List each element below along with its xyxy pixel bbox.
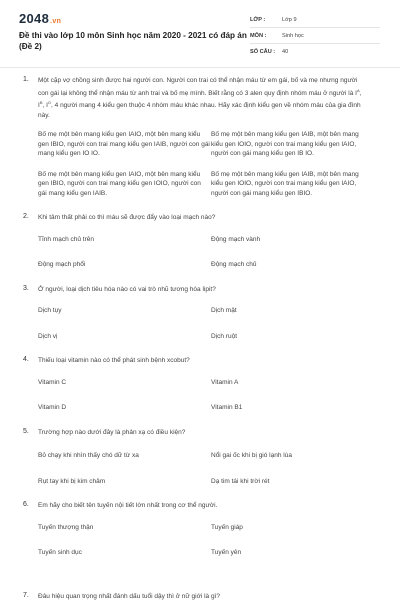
answer-option[interactable]: Dạ tim tái khi trời rét <box>211 477 270 485</box>
question-text-part: , 4 người mang 4 kiểu gen thuộc 4 nhóm máu khác nhau. Hãy xác định kiểu gen về nhóm máu của gia đình này. <box>38 102 361 119</box>
allele-sup: A <box>356 87 360 93</box>
answer-option[interactable]: Động mạch chủ <box>211 261 257 269</box>
question-number: 6. <box>23 501 29 509</box>
answer-option[interactable]: Nổi gai ốc khi bị gió lạnh lùa <box>211 452 292 460</box>
logo-suffix: .vn <box>50 18 62 25</box>
question-number: 1. <box>23 76 29 83</box>
answer-option[interactable]: Bố mẹ một bên mang kiểu gen IAIB, một bên mang kiểu gen IOIO, người con trai mang kiểu gen IAIO, người con gái mang kiểu gen IBIO. <box>211 170 359 197</box>
header-divider <box>0 67 400 68</box>
question-2 <box>0 213 400 270</box>
meta-value: Sinh học <box>282 32 304 39</box>
question-number: 7. <box>23 592 29 599</box>
answer-option[interactable]: Dịch tụy <box>38 307 62 315</box>
question-text <box>38 76 368 120</box>
question-number: 2. <box>23 213 29 221</box>
meta-row-class <box>250 12 380 28</box>
question-7-partial <box>0 592 400 600</box>
answer-option[interactable]: Bỏ chạy khi nhìn thấy chó dữ từ xa <box>38 452 139 460</box>
answer-option[interactable]: Tuyến yên <box>211 549 242 557</box>
question-text: Thiếu loại vitamin nào có thể phát sinh bệnh xcobut? <box>38 357 190 365</box>
answer-option[interactable]: Vitamin C <box>38 378 67 386</box>
meta-label: LỚP : <box>250 16 266 23</box>
question-text-part: , I <box>42 102 48 110</box>
answer-option[interactable]: Tuyến sinh dục <box>38 549 82 557</box>
question-4 <box>0 356 400 413</box>
answer-option[interactable]: Rụt tay khi bị kim châm <box>38 477 106 485</box>
meta-row-question-count <box>250 44 380 59</box>
logo-text: 2048 <box>19 11 50 26</box>
page-header <box>0 0 400 68</box>
question-text: Đâu hiệu quan trọng nhất đánh dấu tuổi dậy thì ở nữ giới là gì? <box>38 593 221 600</box>
exam-meta-table <box>250 12 380 59</box>
answer-options <box>38 451 373 486</box>
meta-value: 40 <box>282 48 289 55</box>
question-text: Trường hợp nào dưới đây là phản xạ có điều kiện? <box>38 428 186 436</box>
meta-label: MÔN : <box>250 32 267 39</box>
answer-options <box>38 235 373 270</box>
answer-options <box>38 378 373 413</box>
answer-option[interactable]: Bố mẹ một bên mang kiểu gen IAIO, một bên mang kiểu gen IBIO, người con trai mang kiểu gen IOIO, người con gái mang kiểu gen IAIB. <box>38 170 201 197</box>
answer-option[interactable]: Động mạch phổi <box>38 261 86 269</box>
question-3 <box>0 285 400 342</box>
answer-option[interactable]: Tuyến thượng thận <box>38 523 94 531</box>
question-text: Khi tâm thất phải co thì máu sẽ được đẩy vào loại mạch nào? <box>38 214 216 222</box>
question-list <box>0 76 400 573</box>
answer-option[interactable]: Dịch ruột <box>211 332 238 340</box>
question-number: 5. <box>23 427 29 435</box>
question-6 <box>0 501 400 558</box>
answer-options <box>38 130 373 198</box>
answer-option[interactable]: Vitamin A <box>211 378 239 386</box>
page-title: Đề thi vào lớp 10 môn Sinh học năm 2020 - 2021 có đáp án (Đề 2) <box>19 31 247 51</box>
answer-option[interactable]: Tuyến giáp <box>211 523 243 531</box>
allele-sup: B <box>39 100 43 106</box>
answer-option[interactable]: Bố mẹ một bên mang kiểu gen IAIO, một bên mang kiểu gen IBIO, người con trai mang kiểu gen IAIB, người con gái mang kiểu gen IO IO. <box>38 131 210 158</box>
site-logo[interactable] <box>19 11 61 26</box>
meta-row-subject <box>250 28 380 44</box>
answer-option[interactable]: Tĩnh mạch chủ trên <box>38 235 94 243</box>
answer-option[interactable]: Dịch mật <box>211 307 237 315</box>
answer-option[interactable]: Bố mẹ một bên mang kiểu gen IAIB, một bên mang kiểu gen IOIO, người con trai mang kiểu gen IAIO, người con gái mang kiểu gen IB IO. <box>211 131 359 158</box>
question-1 <box>0 76 400 198</box>
question-text: Ở người, loại dịch tiêu hóa nào có vai trò nhũ tương hóa lipit? <box>38 285 216 293</box>
question-number: 4. <box>23 356 29 364</box>
question-text-part: Một cặp vợ chồng sinh được hai người con. Người con trai có thể nhận máu từ em gái, bố và mẹ nhưng người con gái lại không thể nhận máu từ anh trai và bố mẹ mình. Biết rằng có 3 alen quy định nhóm máu ở người là I <box>38 77 358 97</box>
meta-value: Lớp 9 <box>282 16 297 23</box>
question-text: Em hãy cho biết tên tuyến nội tiết lớn nhất trong cơ thể người. <box>38 502 218 510</box>
question-text-part: , I <box>38 89 362 110</box>
answer-option[interactable]: Vitamin D <box>38 404 67 412</box>
question-5 <box>0 428 400 487</box>
meta-label: SỐ CÂU : <box>250 48 276 55</box>
question-number: 3. <box>23 284 29 292</box>
answer-options <box>38 523 373 558</box>
answer-option[interactable]: Động mạch vành <box>211 235 261 243</box>
allele-sup: O <box>47 100 52 106</box>
answer-option[interactable]: Vitamin B1 <box>211 404 243 412</box>
answer-option[interactable]: Dịch vị <box>38 332 58 340</box>
answer-options <box>38 306 373 341</box>
